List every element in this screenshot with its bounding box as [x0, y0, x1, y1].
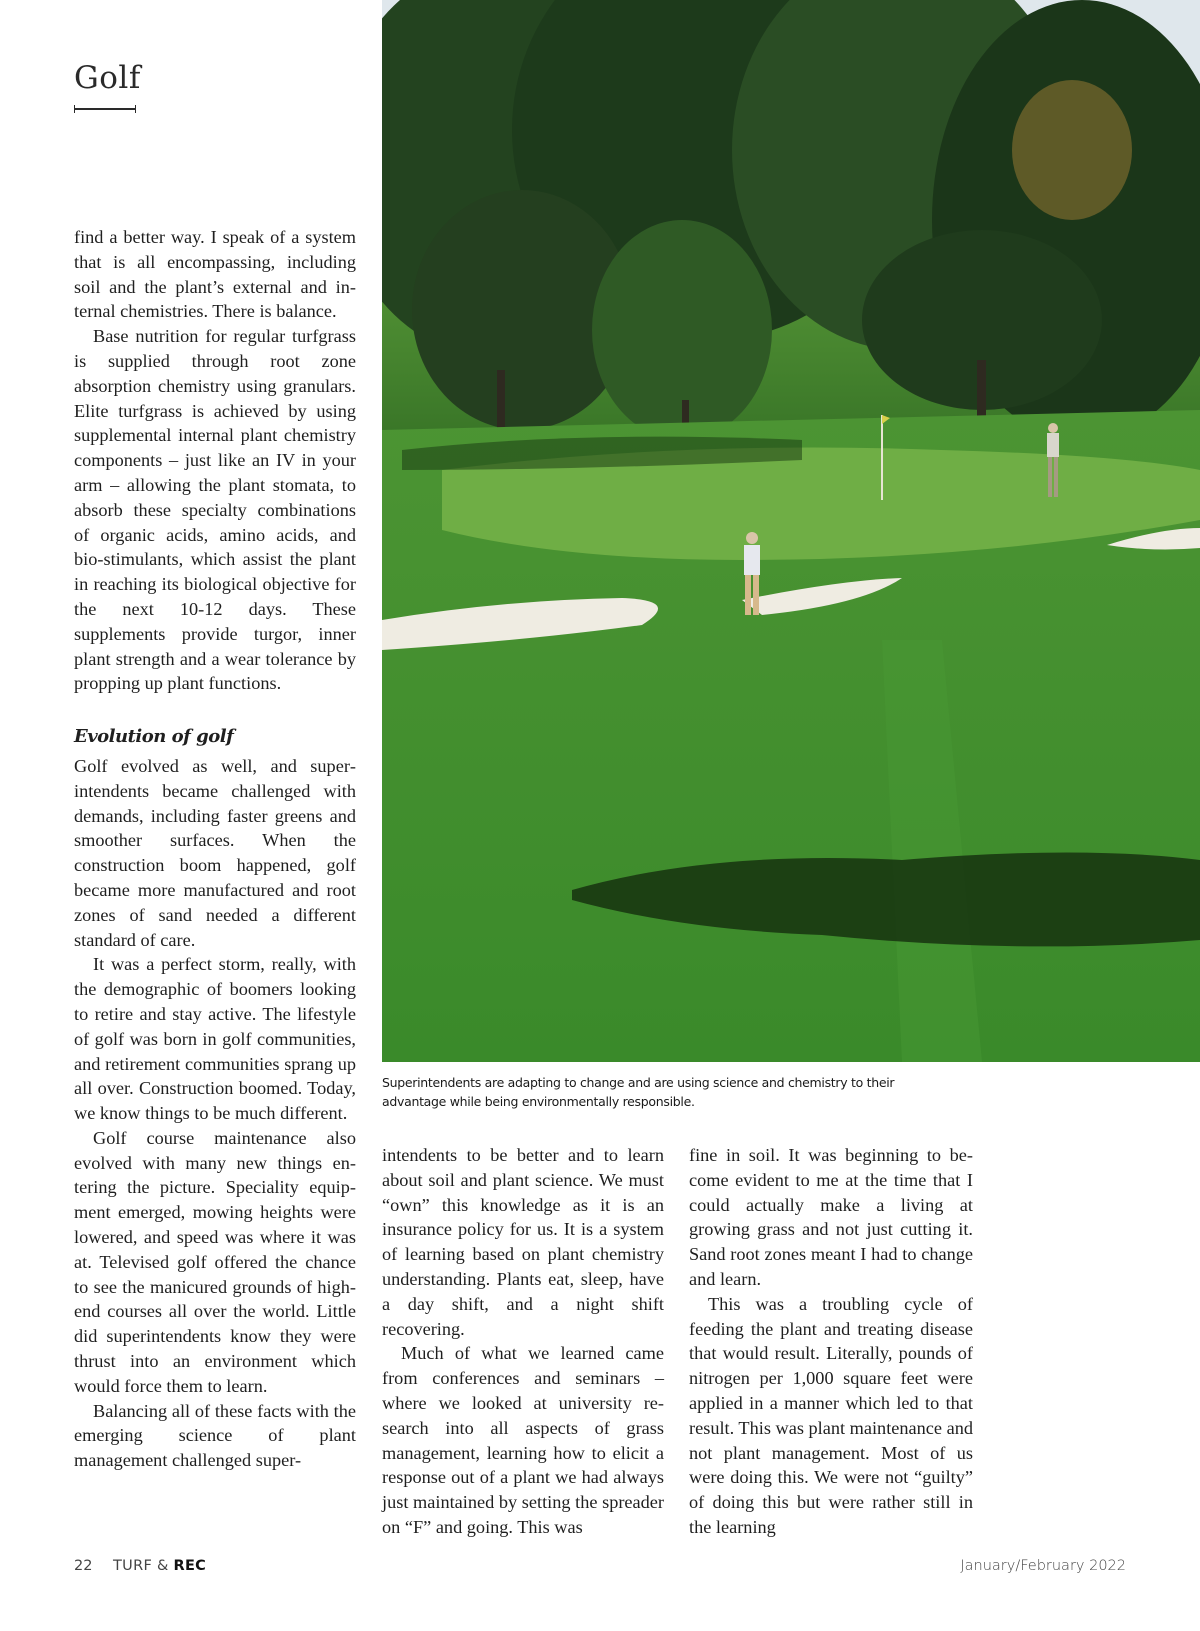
paragraph: Balancing all of these facts with the emerging science of plant management challenged super-: [74, 1400, 356, 1471]
magazine-name: [113, 1558, 206, 1574]
article-column-1: [74, 225, 356, 1473]
paragraph: fine in soil. It was beginning to become evident to me at the time that I could actually make a living at growing grass and not just cutting it. Sand root zones meant I had to change and learn.: [689, 1145, 973, 1289]
article-column-2: [382, 1143, 664, 1540]
golf-course-photo: [382, 0, 1200, 1062]
magazine-name-prefix: TURF &: [113, 1558, 174, 1574]
page-number: 22: [74, 1558, 93, 1574]
paragraph: Golf evolved as well, and superintendents became challenged with demands, including faster greens and smoother surfaces. When the construction boom happened, golf became more manufactured and root zones of sand needed a different standard of care.: [74, 755, 356, 950]
paragraph: intendents to be better and to learn about soil and plant science. We must “own” this knowledge as it is an insurance policy for us. It is a system of learning based on plant chemistry understanding. Plants eat, sleep, have a day shift, and a night shift recovering.: [382, 1145, 664, 1339]
section-title: Golf: [74, 60, 141, 96]
photo-caption: Superintendents are adapting to change and are using science and chemistry to their advantage while being environmentally responsible.: [382, 1075, 895, 1109]
paragraph: Golf course maintenance also evolved with many new things entering the picture. Speciality equipment emerged, mowing heights were lowered, and speed was where it was at. Televised golf offered the chance to see the manicured grounds of high-end courses all over the world. Little did superintendents know they were thrust into an environment which would force them to learn.: [74, 1127, 356, 1396]
paragraph: Base nutrition for regular turfgrass is supplied through root zone absorption chemistry using granulars. Elite turfgrass is achieved by using supplemental internal plant chemistry components – just like an IV in your arm – allowing the plant stomata, to absorb these specialty combinations of organic acids, amino acids, and bio-stimulants, which assist the plant in reaching its biological objective for the next 10-12 days. These supplements provide turgor, inner plant strength and a wear tolerance by propping up plant functions.: [74, 326, 356, 694]
section-title-rule: [74, 108, 136, 110]
article-column-3: [689, 1143, 973, 1540]
subhead-evolution-of-golf: Evolution of golf: [74, 726, 234, 748]
paragraph: find a better way. I speak of a system that is all encompassing, including soil and the plant’s external and internal chemistries. There is balance.: [74, 227, 356, 322]
paragraph: This was a troubling cycle of feeding the plant and treating disease that would result. Literally, pounds of nitrogen per 1,000 square feet were applied in a manner which led to that result. This was plant maintenance and not plant management. Most of us were doing this. We were not “guilty” of doing this but were rather still in the learning: [689, 1293, 973, 1537]
magazine-name-bold: REC: [173, 1558, 207, 1574]
issue-date: January/February 2022: [960, 1558, 1126, 1574]
paragraph: Much of what we learned came from conferences and seminars – where we looked at university research into all aspects of grass management, learning how to elicit a response out of a plant we had always just maintained by setting the spreader on “F” and going. This was: [382, 1343, 664, 1537]
paragraph: It was a perfect storm, really, with the demographic of boomers looking to retire and stay active. The lifestyle of golf was born in golf communities, and retirement communities sprang up all over. Construction boomed. Today, we know things to be much different.: [74, 954, 356, 1124]
